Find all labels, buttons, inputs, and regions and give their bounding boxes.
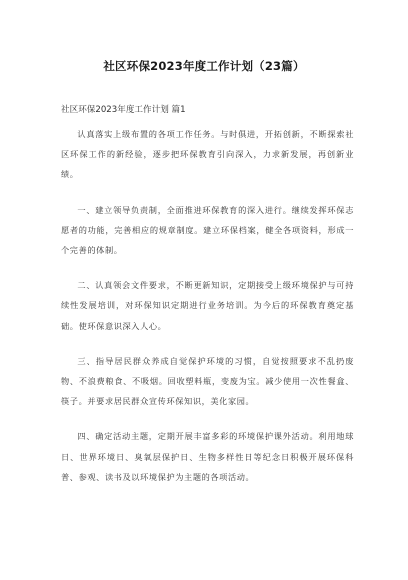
paragraph-1: 一、建立领导负责制，全面推进环保教育的深入进行。继续发挥环保志愿者的功能，完善相应的规章制度。建立环保档案，健全各项资料，形成一个完善的体制。 [61,204,354,256]
paragraph-2: 二、认真领会文件要求，不断更新知识，定期接受上级环境保护与可持续性发展培训，对环保知识定期进行业务培训。为今后的环保教育奠定基础。使环保意识深入人心。 [61,280,354,331]
paragraph-3: 三、指导居民群众养成自觉保护环境的习惯，自觉按照要求不乱扔废物、不浪费粮食、不吸烟。回收塑料瓶，变废为宝。减少使用一次性餐盒、筷子。并要求居民群众宣传环保知识，美化家园。 [61,355,354,407]
body-text [61,124,354,502]
section-heading: 社区环保2023年度工作计划 篇1 [61,105,186,115]
paragraph-intro: 认真落实上级布置的各项工作任务。与时俱进，开拓创新，不断探索社区环保工作的新经验，逐步把环保教育引向深入，力求新发展，再创新业绩。 [61,129,354,180]
paragraph-4: 四、确定活动主题，定期开展丰富多彩的环境保护课外活动。利用地球日、世界环境日、臭氧层保护日、生物多样性日等纪念日积极开展环保科普、参观、读书及以环境保护为主题的各项活动。 [61,431,354,482]
document-title: 社区环保2023年度工作计划（23篇） [103,59,305,73]
